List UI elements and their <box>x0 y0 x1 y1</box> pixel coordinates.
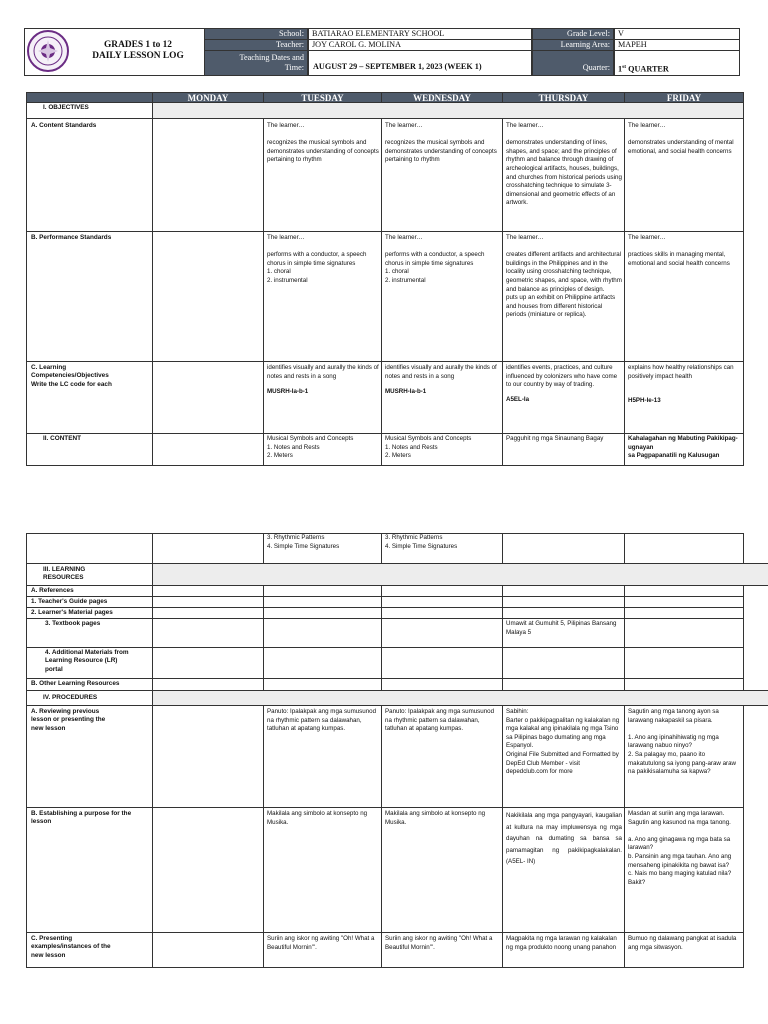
reviewing-tuesday: Panuto: Ipalakpak ang mga sumusunod na rhythmic pattern sa dalawahan, tatluhan at apatang kumpas. <box>263 705 382 808</box>
dates-label: Teaching Dates and Time: <box>204 50 308 76</box>
additional-materials-monday <box>152 647 264 679</box>
references-label: A. References <box>26 585 153 597</box>
reviewing-friday: Sagutin ang mga tanong ayon sa larawang nakapaskil sa pisara. 1. Ano ang ipinahihiwatig ng mga larawang nabuo ninyo? 2. Sa palagay mo, paano ito makatutulong sa iyong pang-araw araw na pakikisalamuha sa kapwa? <box>624 705 744 808</box>
quarter-label: Quarter: <box>532 50 614 76</box>
presenting-label: C. Presenting examples/instances of the new lesson <box>26 932 153 968</box>
performance-standards-wednesday: The learner… performs with a conductor, a speech chorus in simple time signatures 1. choral 2. instrumental <box>381 231 503 362</box>
reviewing-thursday: Sabihin: Barter o pakikipagpalitan ng kalakalan ng mga kalakal ang ipinakilala ng mga Tsino sa Pilipinas bago dumating ang mga Espanyol. Original File Submitted and Formatted by DepEd Club Member - visit depedclub.com for more <box>502 705 625 808</box>
competency-code: A5EL-Ia <box>506 395 530 403</box>
area-label: Learning Area: <box>532 39 614 51</box>
competencies-monday <box>152 361 264 434</box>
reviewing-monday <box>152 705 264 808</box>
teacher-label: Teacher: <box>204 39 308 51</box>
content-cont-tuesday: 3. Rhythmic Patterns 4. Simple Time Signatures <box>263 533 382 564</box>
textbook-monday <box>152 618 264 648</box>
day-header-tuesday: TUESDAY <box>263 92 382 103</box>
content-thursday: Pagguhit ng mga Sinaunang Bagay <box>502 433 625 466</box>
quarter-value <box>614 50 740 76</box>
performance-standards-tuesday: The learner… performs with a conductor, a speech chorus in simple time signatures 1. choral 2. instrumental <box>263 231 382 362</box>
performance-standards-thursday: The learner… creates different artifacts and architectural buildings in the Philippines and in the locality using crosshatching technique, geometric shapes, and space, with rhythm and balance as principles of design. puts up an exhibit on Philippine artifacts and houses from different historical periods (miniature or replica). <box>502 231 625 362</box>
grade-label: Grade Level: <box>532 28 614 40</box>
additional-materials-friday <box>624 647 744 679</box>
quarter-number: 1 <box>618 64 623 74</box>
content-cont-thursday <box>502 533 625 564</box>
content-cont-wednesday: 3. Rhythmic Patterns 4. Simple Time Signatures <box>381 533 503 564</box>
competency-text: identifies visually and aurally the kinds of notes and rests in a song <box>267 364 379 380</box>
content-standards-friday: The learner… demonstrates understanding of mental emotional, and social health concerns <box>624 118 744 232</box>
competency-code: H5PH-Ie-13 <box>628 397 661 405</box>
establishing-wednesday: Makilala ang simbolo at konsepto ng Musika. <box>381 807 503 933</box>
learners-material-label: 2. Learner's Material pages <box>26 607 153 619</box>
day-header-wednesday: WEDNESDAY <box>381 92 503 103</box>
textbook-thursday: Umawit at Gumuhit 5, Pilipinas Bansang Malaya 5 <box>502 618 625 648</box>
procedures-label: IV. PROCEDURES <box>26 690 153 706</box>
learning-resources-span <box>152 563 768 586</box>
content-standards-wednesday: The learner… recognizes the musical symbols and demonstrates understanding of concepts pertaining to rhythm <box>381 118 503 232</box>
presenting-thursday: Magpakita ng mga larawan ng kalakalan ng mga produkto noong unang panahon <box>502 932 625 968</box>
establishing-friday: Masdan at suriin ang mga larawan. Sagutin ang kasunod na mga tanong. a. Ano ang ginagawa ng mga bata sa larawan? b. Pansinin ang mga tauhan. Ano ang mensaheng ipinakikita ng bawat isa? c. Nais mo bang maging katulad nila? Bakit? <box>624 807 744 933</box>
textbook-wednesday <box>381 618 503 648</box>
competencies-thursday <box>502 361 625 434</box>
performance-standards-label: B. Performance Standards <box>26 231 153 362</box>
competencies-label: C. Learning Competencies/Objectives Write the LC code for each <box>26 361 153 434</box>
content-monday <box>152 433 264 466</box>
competencies-tuesday <box>263 361 382 434</box>
performance-standards-monday <box>152 231 264 362</box>
establishing-tuesday: Makilala ang simbolo at konsepto ng Musika. <box>263 807 382 933</box>
additional-materials-label: 4. Additional Materials from Learning Resource (LR) portal <box>26 647 153 679</box>
textbook-label: 3. Textbook pages <box>26 618 153 648</box>
presenting-friday: Bumuo ng dalawang pangkat at isadula ang mga sitwasyon. <box>624 932 744 968</box>
content-cont-monday <box>152 533 264 564</box>
quarter-suffix: st <box>622 64 627 70</box>
additional-materials-tuesday <box>263 647 382 679</box>
content-cont-label <box>26 533 153 564</box>
performance-standards-friday: The learner… practices skills in managing mental, emotional and social health concerns <box>624 231 744 362</box>
content-standards-label: A. Content Standards <box>26 118 153 232</box>
school-label: School: <box>204 28 308 40</box>
competencies-wednesday <box>381 361 503 434</box>
competency-code: MUSRH-Ia-b-1 <box>385 388 427 396</box>
quarter-word: QUARTER <box>626 64 669 74</box>
objectives-span <box>152 102 744 119</box>
reviewing-label: A. Reviewing previous lesson or presenting the new lesson <box>26 705 153 808</box>
content-standards-thursday: The learner… demonstrates understanding of lines, shapes, and space; and the principles of rhythm and balance through drawing of archeological artifacts, houses, buildings, and churches from historical periods using crosshatching technique to simulate 3-dimensional and geometric effects of an artwork. <box>502 118 625 232</box>
competency-text: identifies visually and aurally the kinds of notes and rests in a song <box>385 364 497 380</box>
area-value: MAPEH <box>614 39 740 51</box>
presenting-monday <box>152 932 264 968</box>
establishing-label: B. Establishing a purpose for the lesson <box>26 807 153 933</box>
presenting-tuesday: Suriin ang iskor ng awiting "Oh! What a Beautiful Mornin'". <box>263 932 382 968</box>
additional-materials-thursday <box>502 647 625 679</box>
establishing-thursday: Nakikilala ang mga pangyayari, kaugalian at kultura na may impluwensya ng mga dayuhan na dumating sa bansa sa pamamagitan ng pakikipagkalakalan. (A5EL- IN) <box>502 807 625 933</box>
content-cont-friday <box>624 533 744 564</box>
day-header-thursday: THURSDAY <box>502 92 625 103</box>
content-wednesday: Musical Symbols and Concepts 1. Notes and Rests 2. Meters <box>381 433 503 466</box>
reviewing-wednesday: Panuto: Ipalakpak ang mga sumusunod na rhythmic pattern sa dalawahan, tatluhan at apatang kumpas. <box>381 705 503 808</box>
procedures-span <box>152 690 768 706</box>
content-friday: Kahalagahan ng Mabuting Pakikipag-ugnayan sa Pagpapanatili ng Kalusugan <box>624 433 744 466</box>
textbook-tuesday <box>263 618 382 648</box>
title-line-1: GRADES 1 to 12 <box>104 40 172 50</box>
dates-value: AUGUST 29 – SEPTEMBER 1, 2023 (WEEK 1) <box>308 50 532 76</box>
grade-value: V <box>614 28 740 40</box>
day-header-friday: FRIDAY <box>624 92 744 103</box>
teacher-value: JOY CAROL G. MOLINA <box>308 39 532 51</box>
other-resources-label: B. Other Learning Resources <box>26 678 153 691</box>
day-header-monday: MONDAY <box>152 92 264 103</box>
title-line-2: DAILY LESSON LOG <box>92 51 184 61</box>
establishing-monday <box>152 807 264 933</box>
content-tuesday: Musical Symbols and Concepts 1. Notes and Rests 2. Meters <box>263 433 382 466</box>
competency-code: MUSRH-Ia-b-1 <box>267 388 309 396</box>
presenting-wednesday: Suriin ang iskor ng awiting "Oh! What a Beautiful Mornin'". <box>381 932 503 968</box>
school-value: BATIARAO ELEMENTARY SCHOOL <box>308 28 532 40</box>
textbook-friday <box>624 618 744 648</box>
content-standards-monday <box>152 118 264 232</box>
learning-resources-label: III. LEARNING RESOURCES <box>26 563 153 586</box>
content-standards-tuesday: The learner… recognizes the musical symbols and demonstrates understanding of concepts pertaining to rhythm <box>263 118 382 232</box>
additional-materials-wednesday <box>381 647 503 679</box>
competency-text: identifies events, practices, and culture influenced by colonizers who have come to our country by way of trading. <box>506 364 618 389</box>
competency-text: explains how healthy relationships can positively impact health <box>628 364 734 380</box>
objectives-label: I. OBJECTIVES <box>26 102 153 119</box>
teachers-guide-label: 1. Teacher's Guide pages <box>26 596 153 608</box>
content-label: II. CONTENT <box>26 433 153 466</box>
competencies-friday <box>624 361 744 434</box>
